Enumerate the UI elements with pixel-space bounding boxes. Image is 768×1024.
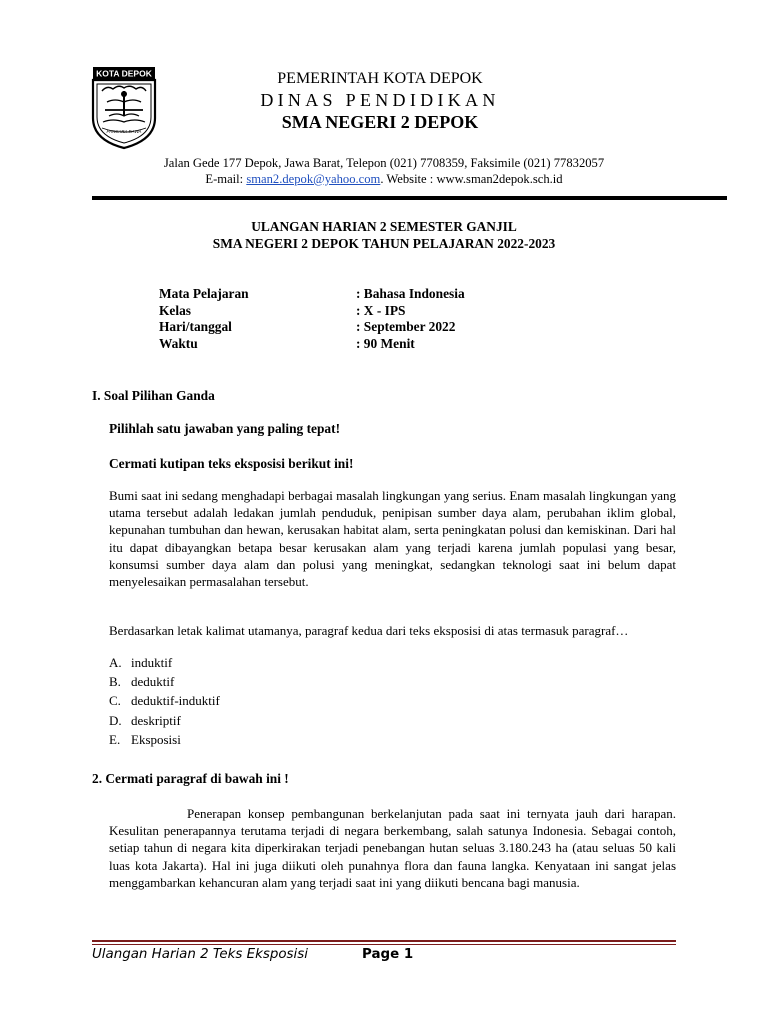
- info-value: : 90 Menit: [356, 335, 415, 351]
- info-value: : X - IPS: [356, 302, 406, 318]
- school-address: Jalan Gede 177 Depok, Jawa Barat, Telepon (021) 7708359, Faksimile (021) 77832057: [163, 156, 605, 170]
- option-letter: C.: [109, 693, 121, 709]
- info-value: : Bahasa Indonesia: [356, 286, 465, 301]
- website-text: . Website : www.sman2depok.sch.id: [380, 172, 563, 186]
- info-value: : September 2022: [356, 319, 456, 334]
- agency-name: DINAS PENDIDIKAN: [260, 90, 500, 110]
- info-row: [159, 286, 579, 303]
- passage-prompt: Cermati kutipan teks eksposisi berikut ini!: [109, 456, 354, 471]
- option-text: deduktif-induktif: [131, 693, 220, 709]
- option-letter: B.: [109, 674, 121, 690]
- section-heading: I. Soal Pilihan Ganda: [92, 388, 215, 403]
- contact-line: [100, 171, 668, 187]
- footer-rule-thin: [92, 944, 676, 945]
- passage-2: [109, 805, 676, 891]
- government-name: PEMERINTAH KOTA DEPOK: [277, 70, 483, 87]
- question-1: Berdasarkan letak kalimat utamanya, paragraf kedua dari teks eksposisi di atas termasuk paragraf…: [109, 623, 629, 638]
- logo-top-text: KOTA DEPOK: [96, 68, 152, 79]
- option-letter: A.: [109, 655, 122, 670]
- exam-subtitle: SMA NEGERI 2 DEPOK TAHUN PELAJARAN 2022-2023: [212, 236, 556, 251]
- option-text: Eksposisi: [131, 731, 181, 747]
- info-label: Waktu: [159, 335, 198, 351]
- email-label: E-mail:: [205, 172, 247, 186]
- info-row: [159, 336, 579, 353]
- instruction: Pilihlah satu jawaban yang paling tepat!: [109, 421, 341, 436]
- option-text: induktif: [131, 655, 173, 670]
- info-row: [159, 319, 579, 336]
- info-label: Hari/tanggal: [159, 319, 232, 334]
- info-row: [159, 303, 579, 320]
- option-letter: D.: [109, 712, 122, 728]
- passage-1: Bumi saat ini sedang menghadapi berbagai masalah lingkungan yang serius. Enam masalah lingkungan yang utama tersebut adalah ledakan jumlah penduduk, penipisan sumber daya alam, perubahan iklim global, kepunahan tumbuhan dan hewan, kerusakan habitat alam, serta peningkatan polusi dan kemiskinan. Dari hal itu dapat dibayangkan betapa besar kerusakan alam yang terjadi karena jumlah populasi yang besar, konsumsi sumber daya alam dan polusi yang meningkat, sedangkan teknologi saat ini belum dapat menyelesaikan permasalahan tersebut.: [109, 488, 676, 590]
- option-text: deduktif: [131, 674, 175, 690]
- page-number: Page 1: [362, 947, 414, 962]
- info-label: Kelas: [159, 302, 191, 318]
- info-label: Mata Pelajaran: [159, 286, 249, 301]
- option-letter: E.: [109, 731, 121, 747]
- passage-2-text: Penerapan konsep pembangunan berkelanjutan pada saat ini ternyata jauh dari harapan. Kesulitan penerapannya terutama terjadi di negara berkembang, salah satunya Indonesia. Sebagai contoh, setiap tahun di negara kita diperkirakan terjadi penebangan hutan seluas 3.180.243 ha (atau seluas 50 kali luas kota Jakarta). Hal ini juga diikuti oleh punahnya flora dan fauna langka. Kenyataan ini sangat jelas menggambarkan kehancuran alam yang terjadi saat ini yang diikuti bencana bagi manusia.: [109, 806, 676, 890]
- footer-rule: [92, 940, 676, 942]
- footer-title: Ulangan Harian 2 Teks Eksposisi: [92, 947, 308, 962]
- question-2-heading: 2. Cermati paragraf di bawah ini !: [92, 771, 289, 786]
- logo-motto: PANCARA DAWA: [106, 129, 142, 134]
- exam-info-table: [159, 286, 579, 352]
- school-name: SMA NEGERI 2 DEPOK: [281, 112, 479, 132]
- exam-title: ULANGAN HARIAN 2 SEMESTER GANJIL: [251, 219, 517, 234]
- email-link[interactable]: sman2.depok@yahoo.com: [246, 172, 381, 186]
- letterhead-divider: [92, 196, 727, 200]
- kota-depok-logo: [89, 66, 159, 150]
- option-text: deskriptif: [131, 712, 181, 728]
